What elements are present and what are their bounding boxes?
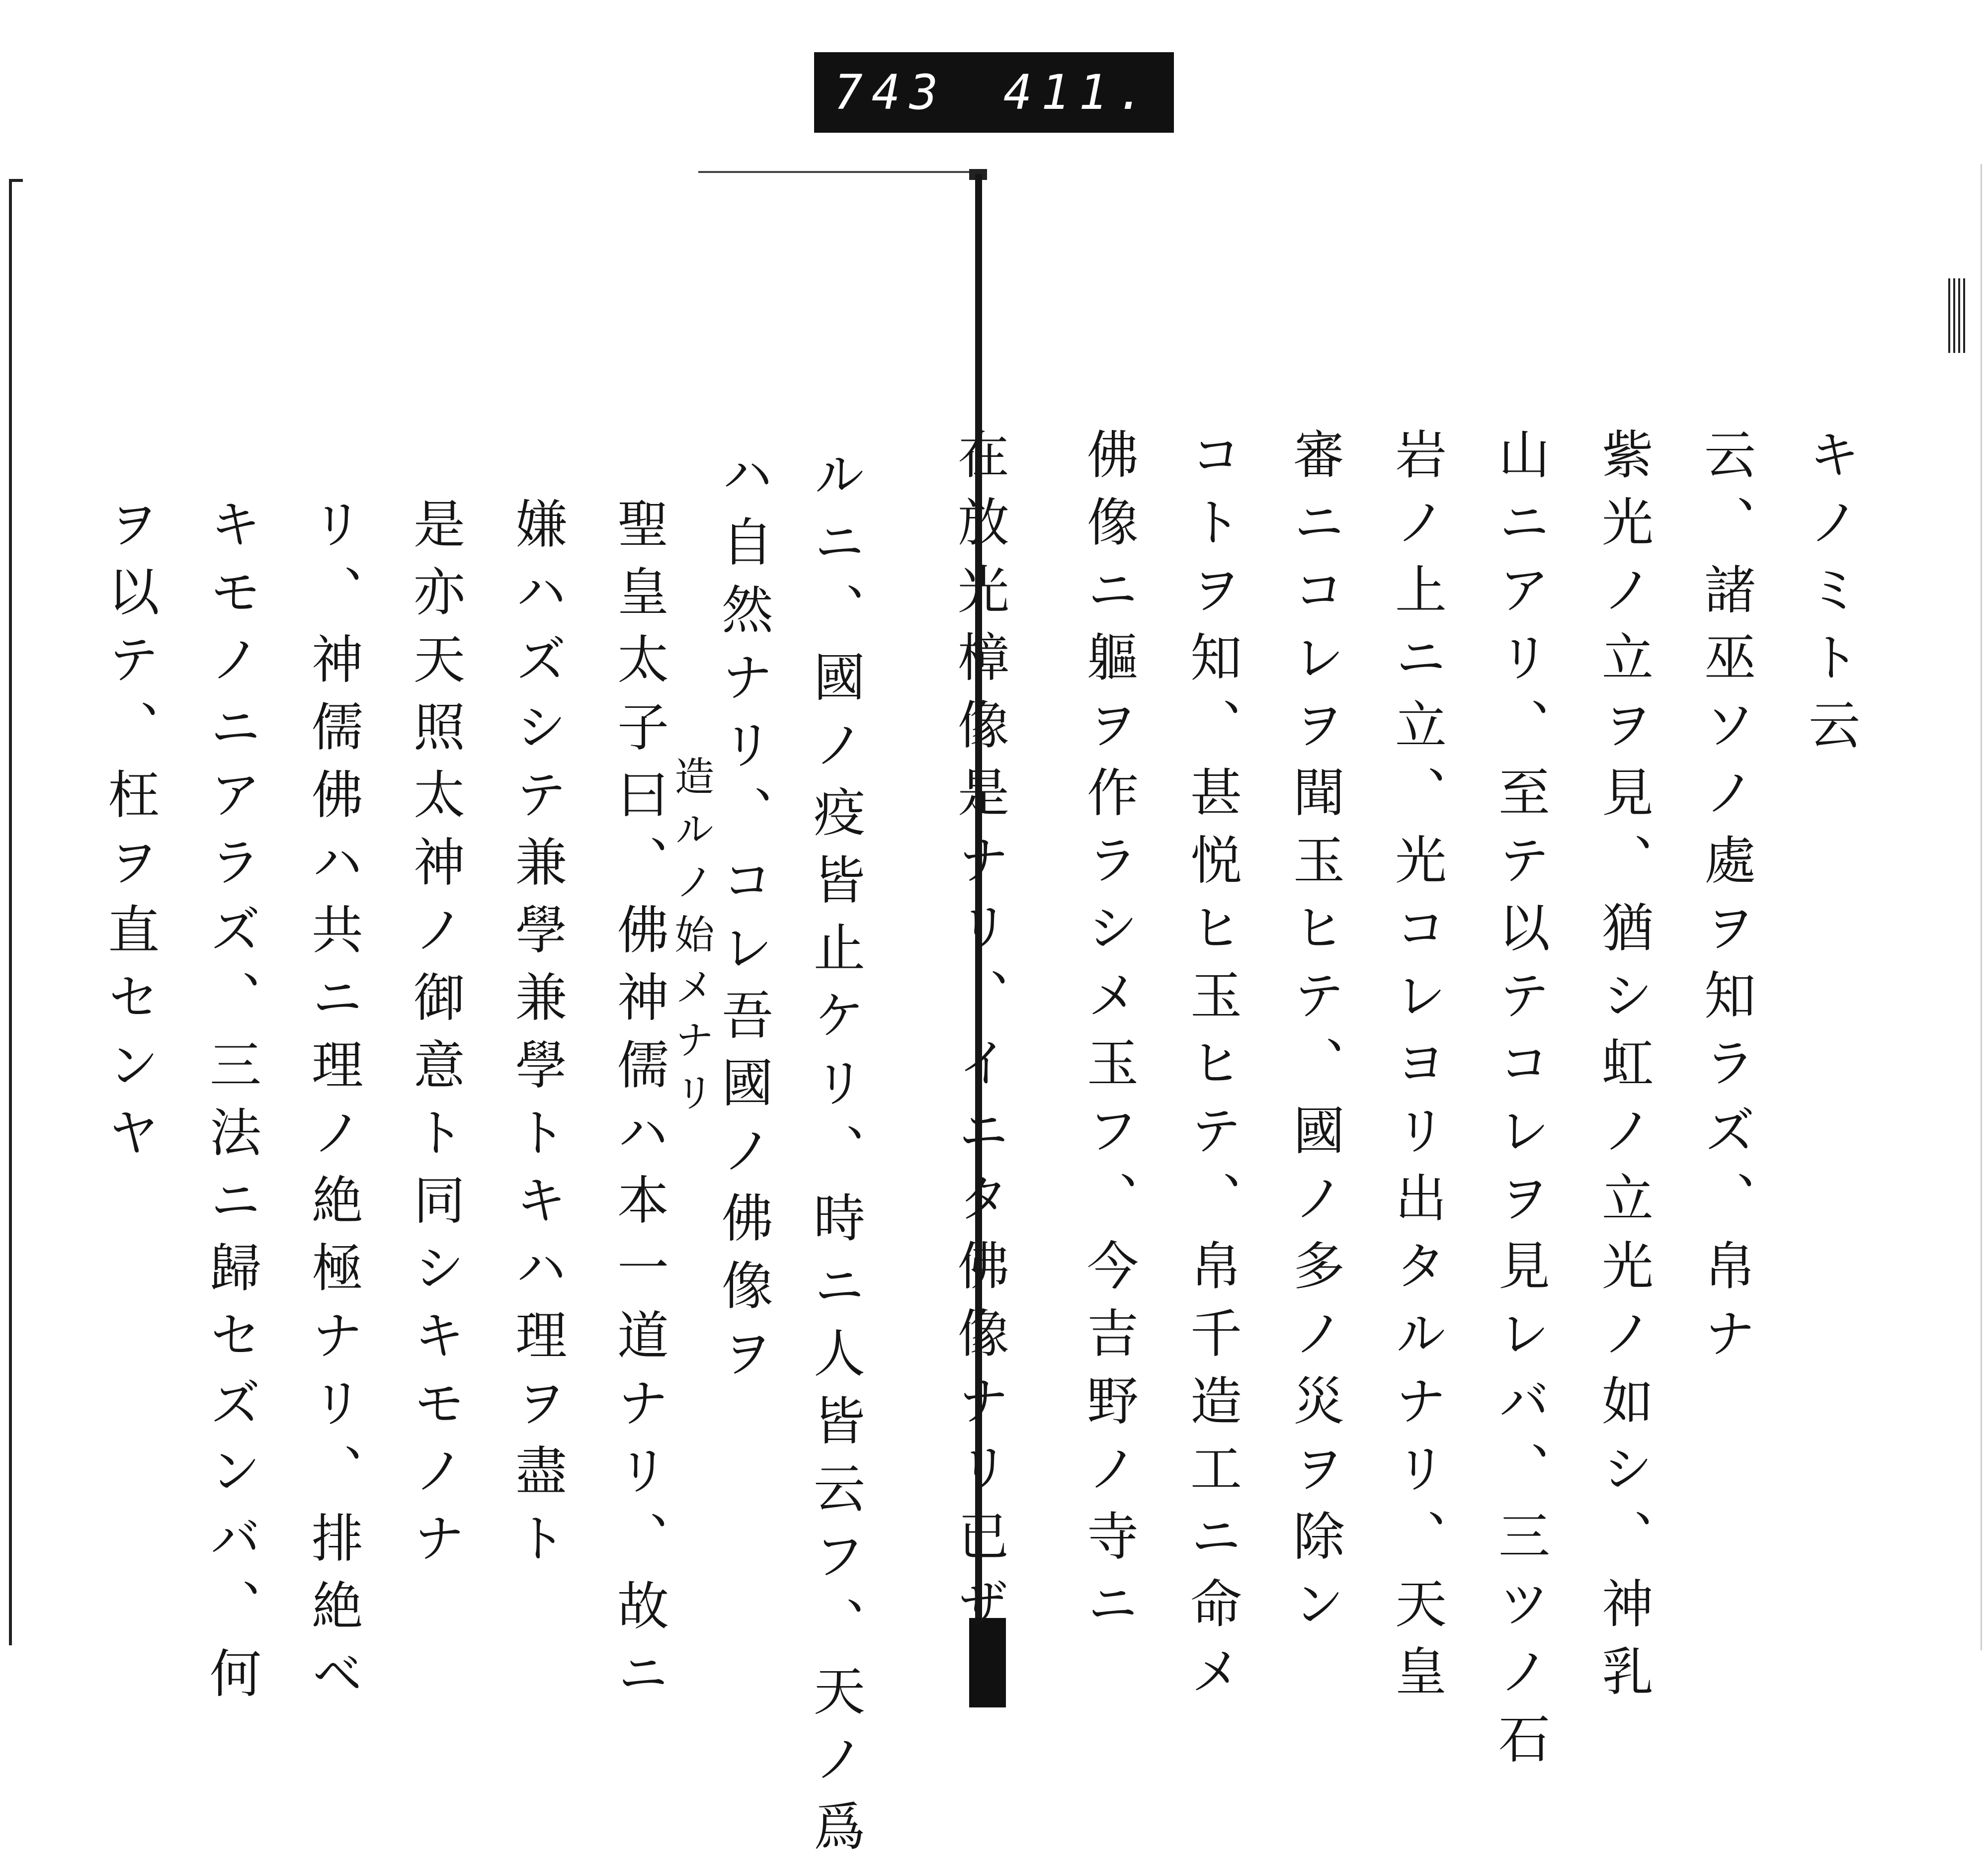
left-page-bracket-tick — [9, 179, 23, 182]
right-edge-marks — [1948, 278, 1968, 353]
right-column-3: 紫光ノ立ヲ見、猶シ虹ノ立光ノ如シ、神乳 — [1593, 427, 1654, 1712]
left-page-bracket — [9, 179, 17, 1645]
right-column-2: 云、諸巫ソノ處ヲ知ラズ、帛ナ — [1695, 427, 1756, 1374]
left-column-5: 嫌ハズシテ兼學兼學トキハ理ヲ盡ト — [506, 497, 567, 1579]
catalog-label-plate — [814, 52, 1174, 133]
left-column-4: 聖皇太子曰、佛神儒ハ本一道ナリ、故ニ — [608, 497, 669, 1714]
left-column-2: ハ自然ナリ、コレ吾國ノ佛像ヲ — [713, 447, 773, 1394]
left-column-7: リ、神儒佛ハ共ニ理ノ絶極ナリ、排絶ベ — [303, 497, 363, 1714]
right-column-8: 佛像ニ軀ヲ作ラシメ玉フ、今吉野ノ寺ニ — [1078, 427, 1139, 1644]
left-column-3: 造ルノ始メナリ — [668, 756, 714, 1124]
top-page-rule — [698, 171, 977, 173]
right-column-9: 在放光樟像是ナリ、イニタ佛像ナリ已ザ — [949, 427, 1009, 1644]
right-page-edge — [1981, 164, 1982, 1650]
left-column-6: 是亦天照太神ノ御意ト同シキモノナ — [405, 497, 465, 1579]
right-column-6: 審ニコレヲ聞玉ヒテ、國ノ多ノ災ヲ除ン — [1284, 427, 1345, 1644]
catalog-number-right: 411. — [1003, 65, 1154, 120]
left-column-1: ルニ、國ノ疫皆止ケリ、時ニ人皆云フ、天ノ爲 — [805, 447, 865, 1867]
left-column-9: ヲ以テ、枉ヲ直センヤ — [99, 497, 160, 1173]
right-column-4: 山ニアリ、至テ以テコレヲ見レバ、三ツノ石 — [1490, 427, 1550, 1780]
catalog-number-left: 743 — [834, 65, 947, 120]
right-column-5: 岩ノ上ニ立、光コレヨリ出タルナリ、天皇 — [1386, 427, 1447, 1712]
left-column-8: キモノニアラズ、三法ニ歸セズンバ、何 — [201, 497, 261, 1714]
right-column-1: キノミト云 — [1800, 427, 1860, 765]
right-column-7: コトヲ知、甚悦ヒ玉ヒテ、帛千造工ニ命メ — [1181, 427, 1242, 1712]
